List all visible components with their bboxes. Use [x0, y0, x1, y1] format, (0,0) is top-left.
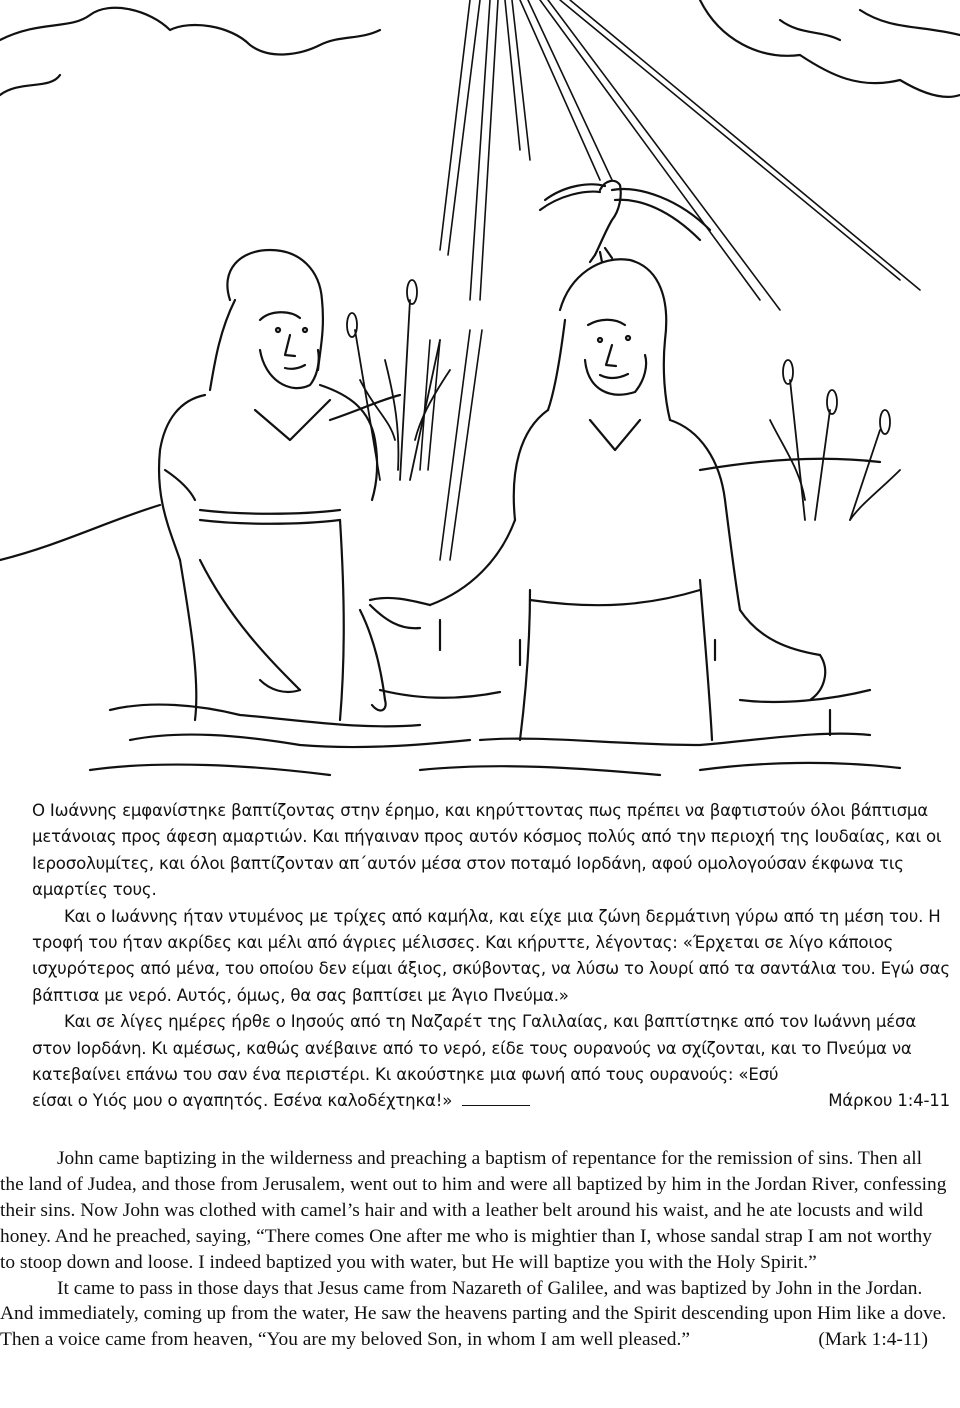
john-figure: [159, 250, 386, 720]
english-paragraph-1: John came baptizing in the wilderness and preaching a baptism of repentance for the remission of sins. Then all the land of Judea, and those from Jerusalem, went out to him and were all baptized by him in the Jordan River, confessing their sins. Now John was clothed with camel’s hair and with a leather belt around his waist, and he ate locusts and wild honey. And he preached, saying, “There comes One after me who is mightier than I, whose sandal strap I am not worthy to stoop down and loose. I indeed baptized you with water, but He will baptize you with the Holy Spirit.”: [0, 1148, 947, 1273]
jesus-figure: [370, 259, 830, 740]
greek-paragraph-1: Ο Ιωάννης εμφανίστηκε βαπτίζοντας στην έρημο, και κηρύττοντας πως πρέπει να βαφτιστούν όλοι βάπτισμα μετάνοιας προς άφεση αμαρτιών. Και πήγαιναν προς αυτόν κόσμος πολύς από την περιοχή της Ιουδαίας, και οι Ιεροσολυμίτες, και όλοι βαπτίζονταν απ΄αυτόν μέσα στον ποταμό Ιορδάνη, αφού ομολογούσαν έκφωνα τις αμαρτίες τους.: [32, 801, 942, 900]
cloud-right: [700, 0, 960, 97]
english-paragraph-2: [0, 1276, 950, 1354]
light-rays: [420, 0, 920, 560]
reeds-left: [347, 280, 450, 480]
fill-in-blank: [462, 1091, 530, 1106]
cloud-left: [0, 8, 380, 95]
dove-icon: [540, 181, 710, 262]
greek-text: [32, 798, 950, 1115]
greek-closing-text: είσαι ο Υιός μου ο αγαπητός. Εσένα καλοδέχτηκα!»: [32, 1091, 453, 1111]
shore-line: [0, 395, 880, 560]
greek-paragraph-3: Και σε λίγες ημέρες ήρθε ο Ιησούς από τη Ναζαρέτ της Γαλιλαίας, και βαπτίστηκε από τον Ιωάννη μέσα στον Ιορδάνη. Κι αμέσως, καθώς ανέβαινε από το νερό, είδε τους ουρανούς να σχίζονται, και το Πνεύμα να κατεβαίνει επάνω του σαν ένα περιστέρι. Κι ακούστηκε μια φωνή από τους ουρανούς: «Εσύ: [32, 1012, 917, 1085]
english-text: [0, 1146, 950, 1353]
water-ripples: [90, 690, 900, 775]
english-reference: (Mark 1:4-11): [818, 1329, 928, 1351]
greek-paragraph-2: Και ο Ιωάννης ήταν ντυμένος με τρίχες από καμήλα, και είχε μια ζώνη δερμάτινη γύρω από τη μέση του. Η τροφή του ήταν ακρίδες και μέλι από άγριες μέλισσες. Και κήρυττε, λέγοντας: «Έρχεται σε λίγο κάποιος ισχυρότερος από μένα, του οποίου δεν είμαι άξιος, σκύβοντας, να λύσω το λουρί από τα σαντάλια του. Εγώ σας βάπτισα με νερό. Αυτός, όμως, θα σας βαπτίσει με Άγιο Πνεύμα.»: [32, 906, 950, 1005]
english-paragraph-2-text: It came to pass in those days that Jesus came from Nazareth of Galilee, and was baptized by John in the Jordan. And immediately, coming up from the water, He saw the heavens parting and the Spirit descending upon Him like a dove. Then a voice came from heaven, “You are my beloved Son, in whom I am well pleased.”: [0, 1277, 947, 1351]
reeds-right: [770, 360, 900, 520]
greek-reference: Μάρκου 1:4-11: [828, 1091, 950, 1111]
greek-closing-line: [32, 1088, 950, 1114]
